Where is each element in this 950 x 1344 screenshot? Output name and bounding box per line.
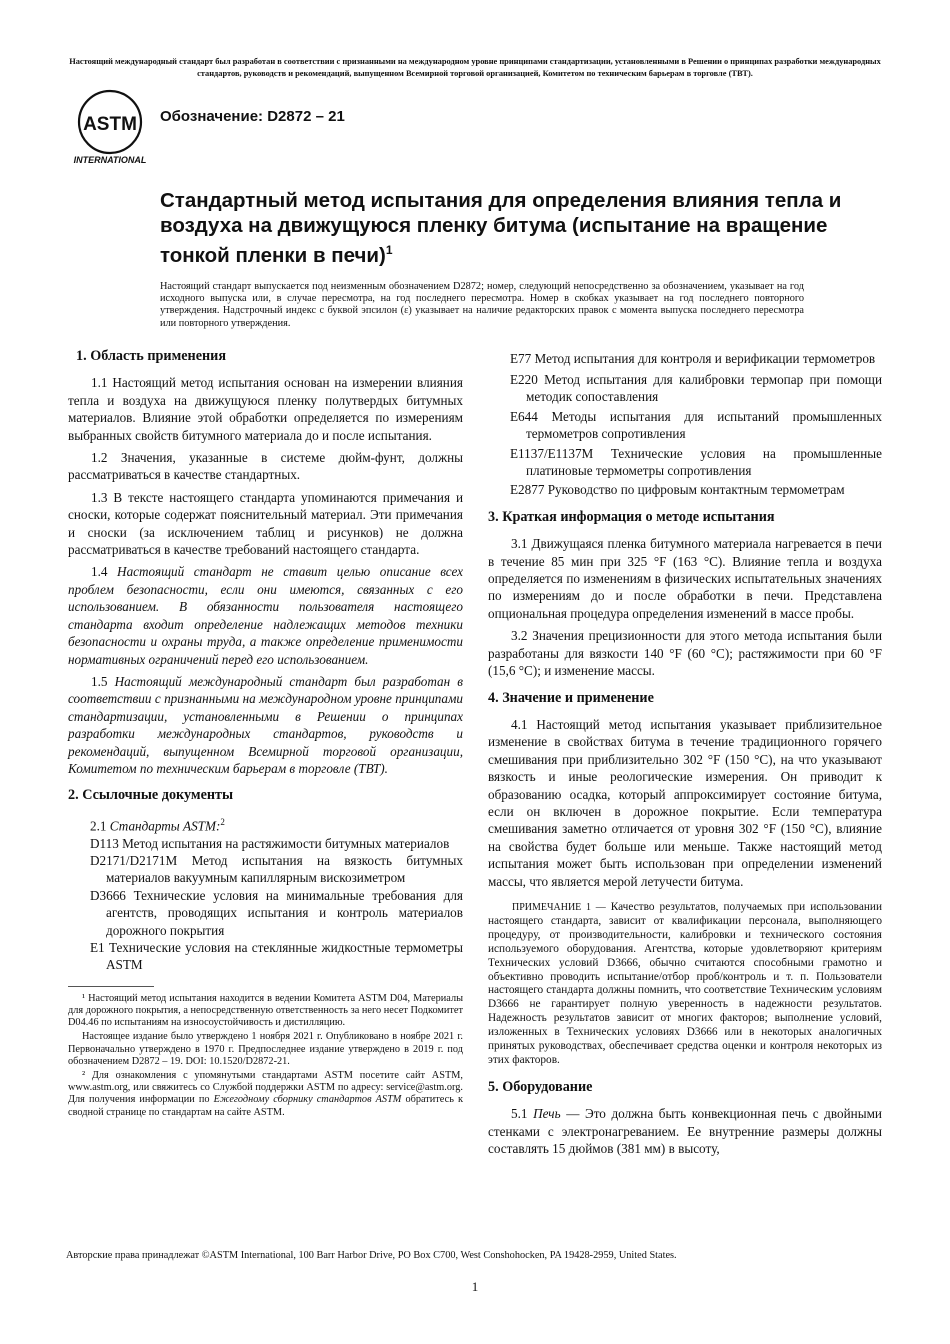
ref-e1137: E1137/E1137M Технические условия на промышленные платиновые термометры сопротивления [510,445,882,479]
ref-e644: E644 Методы испытания для испытаний промышленных термометров сопротивления [510,408,882,442]
page-number: 1 [471,1279,479,1294]
para-1-4 [68,563,463,667]
para-1-4-text: Настоящий стандарт не ставит целью описание всех проблем безопасности, если они имеются, связанных с его использованием. В обязанности пользователя настоящего стандарта входит определение надлежащих методов техники безопасности и охраны труда, а также определение применимости нормативных ограничений перед его использованием. [68,564,463,667]
astm-logo [66,88,154,166]
left-column [68,348,463,1119]
footnote-2-text-b: обратитесь к сводной странице по стандартам на сайте ASTM. [68,1094,463,1118]
intro-paragraph: Настоящий стандарт выпускается под неизменным обозначением D2872; номер, следующий непосредственно за обозначением, указывает на год исходного выпуска или, в случае пересмотра, на год последнего пересмотра. Номер в скобках указывает на год последнего повторного утверждения. Надстрочный индекс с буквой эпсилон (ε) указывает на наличие редакторских правок с момента выпуска последнего пересмотра или повторного утверждения. [160,281,804,329]
right-column [488,348,882,1157]
section-5-heading: 5. Оборудование [488,1078,593,1095]
title-footnote-mark: 1 [385,243,393,257]
footnote-1-edition: Настоящее издание было утверждено 1 ноября 2021 г. Опубликовано в ноябре 2021 г. Первоначально утверждено в 1970 г. Предпоследнее издание утверждено в 2019 г. под обозначением D2872 – 19. DOI: 10.1520/D2872-21. [68,1031,463,1067]
international-standard-notice: Настоящий международный стандарт был разработан в соответствии с признанными на международном уровне принципами стандартизации, установленными в Решении о принципах разработки международных стандартов, руководств и рекомендаций, выпущенном Всемирной торговой организацией, Комитетом по техническим барьерам в торговле (ТВТ). [69,57,881,78]
note-1-text: Качество результатов, получаемых при использовании настоящего стандарта, зависит от квалификации персонала, выполняющего процедуру, от производительности, калибровки и технического состояния используемого оборудования. Агентства, которые удовлетворяют критериям Технических условий D3666, обычно считаются способными грамотно и объективно проводить испытание/отбор проб/контроль и т. п. Пользователи настоящего стандарта должны помнить, что соответствие Техническим условиям D3666 не гарантирует полную уверенность в надежности результатов. Надежность результатов зависит от многих факторов; выполнение условий, изложенных в Технических условиях D3666 или в некоторых аналогичных принятых руководствах, обеспечивает средства оценки и контроля некоторых из этих факторов. [488,900,883,1066]
para-5-1-text: — Это должна быть конвекционная печь с двойными стенками с электронагреванием. Ее внутренние размеры должны составлять 15 дюймов (381 мм) в высоту, [488,1106,882,1157]
document-title [160,188,860,268]
designation: Обозначение: D2872 – 21 [160,108,345,125]
para-1-2: 1.2 Значения, указанные в системе дюйм-фунт, должны рассматриваться в качестве стандартных. [68,450,463,483]
para-1-1: 1.1 Настоящий метод испытания основан на измерении влияния тепла и воздуха на движущуюся пленку полутвердых битумных материалов. Влияние этой обработки определяется по измерениям выбранных свойств битумного материала до и после испытания. [68,375,463,443]
note-1-label: ПРИМЕЧАНИЕ 1 — [512,901,606,913]
footnote-2-text-a: ² Для ознакомления с упомянутыми стандартами ASTM посетите сайт ASTM, www.astm.org, или свяжитесь со Службой поддержки ASTM по адресу: service@astm.org. Для получения информации по [68,1070,463,1106]
ref-d2171: D2171/D2171M Метод испытания на вязкость битумных материалов вакуумным капиллярным вискозиметром [90,852,463,886]
ref-e1: E1 Технические условия на стеклянные жидкостные термометры ASTM [90,939,463,973]
section-1-heading: 1. Область применения [76,348,227,364]
copyright-footer: Авторские права принадлежат ©ASTM International, 100 Barr Harbor Drive, PO Box C700, West Conshohocken, PA 19428-2959, United States. [66,1250,677,1261]
ref-d3666: D3666 Технические условия на минимальные требования для агентств, проводящих испытания и контроль материалов дорожного покрытия [90,887,463,938]
para-3-1: 3.1 Движущаяся пленка битумного материала нагревается в печи в течение 85 мин при 325 °F (163 °C). Влияние тепла и воздуха определяется по изменениям в физических испытательных значениях по измерениям до и после обработки в печи. Представлена опциональная процедура определения изменений в массе пробы. [488,536,882,621]
para-1-5 [68,673,463,777]
para-2-1-label: Стандарты ASTM: [109,818,221,834]
section-2-heading: 2. Ссылочные документы [68,787,234,804]
para-2-1-sup: 2 [220,816,225,827]
title-text: Стандартный метод испытания для определения влияния тепла и воздуха на движущуюся пленку битума (испытание на вращение тонкой пленки в печи) [160,189,842,267]
logo-subtext: INTERNATIONAL [73,155,147,165]
footnote-2-italic: Ежегодному сборнику стандартов ASTM [213,1094,402,1106]
logo-text: ASTM [83,114,137,135]
ref-e77: E77 Метод испытания для контроля и верификации термометров [510,351,876,366]
ref-e220: E220 Метод испытания для калибровки термопар при помощи методик сопоставления [510,372,882,405]
ref-e2877: E2877 Руководство по цифровым контактным термометрам [510,482,845,498]
section-3-heading: 3. Краткая информация о методе испытания [488,508,775,525]
para-1-3: 1.3 В тексте настоящего стандарта упоминаются примечания и сноски, которые содержат пояснительный материал. Эти примечания и сноски (за исключением таблиц и рисунков) не должна рассматриваться в качестве требований настоящего стандарта. [68,489,463,558]
footnote-1: ¹ Настоящий метод испытания находится в ведении Комитета ASTM D04, Материалы для дорожного покрытия, а непосредственную ответственность за него несет Подкомитет D04.46 по испытаниям на износоустойчивость и дистилляцию. [68,992,463,1029]
para-3-2: 3.2 Значения прецизионности для этого метода испытания были разработаны для вязкости 140 °F (60 °C); растяжимости при 60 °F (15,6 °C); и изменение массы. [488,628,882,679]
section-4-heading: 4. Значение и применение [488,689,654,706]
para-4-1: 4.1 Настоящий метод испытания указывает приблизительное изменение в свойствах битума в течение традиционного горячего смешивания при приблизительно 302 °F (150 °C), на что указывают вязкость и иные реологические измерения. Он приводит к образованию осадка, который аппроксимирует состояние битума, если он включен в дорожное покрытие. Если температура смешивания заметно отличается от уровня 302 °F (150 °C), влияние на свойства будет больше или меньше. Также настоящий метод испытания может быть использован при определении изменений массы, что является мерой летучести битума. [488,716,882,889]
para-2-1 [90,814,463,835]
footnote-separator [68,986,154,987]
para-1-5-num: 1.5 [91,673,108,689]
note-1 [488,901,882,1068]
footnote-2 [68,1070,463,1119]
para-2-1-num: 2.1 [90,818,107,834]
para-5-1-num: 5.1 [511,1106,528,1122]
para-5-1 [488,1105,882,1157]
para-1-5-text: Настоящий международный стандарт был разработан в соответствии с признанными на международном уровне принципами стандартизации, установленными в Решении о принципах разработки международных стандартов, руководств и рекомендаций, выпущенном Всемирной торговой организации, Комитетом по техническим барьерам в торговле (ТВТ). [68,673,463,776]
para-5-1-italic: Печь [533,1106,561,1122]
para-1-4-num: 1.4 [91,564,108,580]
ref-d113: D113 Метод испытания на растяжимости битумных материалов [90,835,450,851]
